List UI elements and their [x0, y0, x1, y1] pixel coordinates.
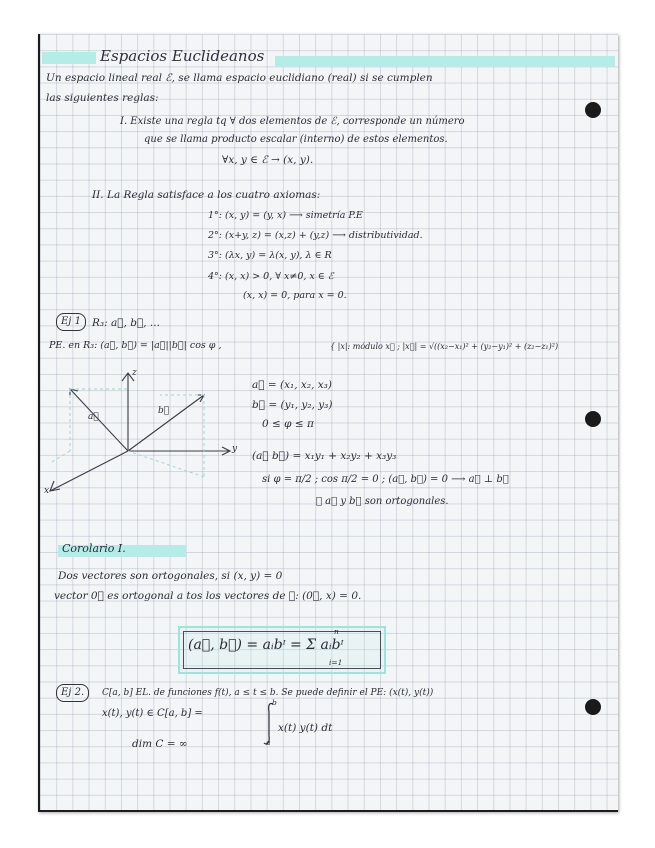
projection-lines	[50, 389, 204, 477]
axiom-4b: (x, x) = 0, para x = 0.	[243, 290, 347, 301]
orthogonal-conclusion: ∴ a⃗ y b⃗ son ortogonales.	[316, 496, 449, 507]
axiom-3: 3°: (λx, y) = λ(x, y), λ ∈ R	[208, 250, 332, 261]
integral-expression: x(t) y(t) dt	[278, 722, 333, 734]
axes-lines	[50, 373, 230, 491]
example-2-line-1: C[a, b] EL. de funciones f(t), a ≤ t ≤ b. Se puede definir el PE: (x(t), y(t))	[102, 688, 434, 698]
intro-line-2: las siguientes reglas:	[46, 92, 159, 104]
binder-hole-bottom	[585, 699, 601, 715]
vector-a-line	[70, 389, 128, 451]
orthogonality-condition: si φ = π/2 ; cos π/2 = 0 ; (a⃗, b⃗) = 0 ⟶ a⃗ ⊥ b⃗	[262, 474, 509, 485]
vector-b-label: b⃗	[158, 406, 170, 416]
rule-1-line-3: ∀x, y ∈ ℰ → (x, y).	[222, 154, 314, 166]
example-1-label: Ej 1	[56, 313, 86, 331]
axis-z-label: z	[132, 368, 137, 378]
axiom-1: 1°: (x, y) = (y, x) ⟶ simetría P.E	[208, 210, 363, 221]
corollary-line-1: Dos vectores son ortogonales, si (x, y) = 0	[58, 570, 283, 582]
corollary-title: Corolario I.	[62, 542, 126, 555]
example-1-pe: PE. en R₃: (a⃗, b⃗) = |a⃗||b⃗| cos φ ,	[49, 340, 222, 351]
integral-lower-limit: a	[266, 738, 271, 747]
sum-upper-limit: n	[334, 627, 339, 636]
inner-product-formula: (a⃗, b⃗) = aᵢbᶦ = Σ aᵢbᶦ	[188, 637, 344, 653]
axis-x-label: x	[44, 486, 50, 496]
sum-lower-limit: i=1	[329, 658, 343, 667]
dot-product-formula: (a⃗ b⃗) = x₁y₁ + x₂y₂ + x₃y₃	[252, 450, 397, 462]
notebook-page	[38, 34, 618, 812]
corollary-line-2: vector 0⃗ es ortogonal a tos los vectores de ℰ: (0⃗, x) = 0.	[54, 590, 362, 602]
binder-hole-middle	[585, 411, 601, 427]
arrow-head	[50, 481, 60, 491]
x-axis-line	[50, 451, 128, 491]
integral-upper-limit: b	[272, 698, 277, 707]
example-1-space: R₃: a⃗, b⃗, ...	[92, 317, 160, 329]
def-a: a⃗ = (x₁, x₂, x₃)	[252, 379, 332, 391]
vector-b-line	[128, 395, 204, 451]
axis-y-label: y	[232, 444, 238, 454]
rule-2-intro: II. La Regla satisface a los cuatro axiomas:	[92, 189, 321, 201]
vector-a-label: a⃗	[88, 412, 99, 422]
example-2-line-2: x(t), y(t) ∈ C[a, b] =	[102, 708, 203, 719]
binder-hole-top	[585, 102, 601, 118]
example-2-label: Ej 2.	[56, 684, 89, 702]
rule-1-line-2: que se llama producto escalar (interno) de estos elementos.	[144, 134, 448, 145]
intro-line-1: Un espacio lineal real ℰ, se llama espacio euclidiano (real) si se cumplen	[46, 72, 433, 84]
formula-box	[178, 626, 386, 674]
dimension-note: dim C = ∞	[132, 738, 188, 750]
example-1-modulo: { |x|: módulo x⃗ ; |x⃗| = √((x₂−x₁)² + (y₂−y₁)² + (z₂−z₁)²)	[330, 342, 559, 351]
title-highlight	[275, 56, 615, 67]
axiom-2: 2°: (x+y, z) = (x,z) + (y,z) ⟶ distributividad.	[208, 230, 423, 241]
def-b: b⃗ = (y₁, y₂, y₃)	[252, 399, 333, 411]
def-angle: 0 ≤ φ ≤ π	[262, 418, 314, 430]
page-title: Espacios Euclideanos	[100, 47, 265, 65]
axes-diagram	[40, 359, 240, 499]
axiom-4: 4°: (x, x) > 0, ∀ x≠0, x ∈ ℰ	[208, 271, 334, 282]
title-highlight	[42, 52, 96, 64]
rule-1-line-1: I. Existe una regla tq ∀ dos elementos de ℰ, corresponde un número	[120, 116, 465, 127]
